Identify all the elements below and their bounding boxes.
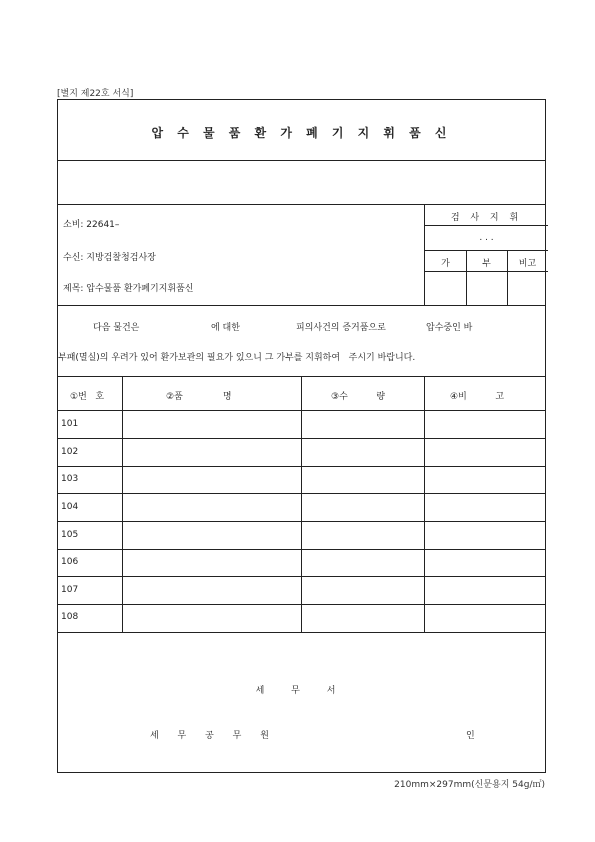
form-frame bbox=[57, 99, 546, 773]
body-text-part: 피의사건의 증거품으로 bbox=[296, 323, 386, 333]
tax-office: 세 무 서 bbox=[255, 686, 348, 696]
col-header-quantity: ③수 량 bbox=[331, 392, 386, 402]
approval-note: 비고 bbox=[518, 259, 537, 269]
approval-no: 부 bbox=[482, 259, 491, 269]
approval-yes: 가 bbox=[441, 259, 450, 269]
row-number: 102 bbox=[61, 447, 79, 457]
body-text-line: 부패(멸실)의 우려가 있어 환가보관의 필요가 있으니 그 가부를 지휘하여 주시기 바랍니다. bbox=[58, 353, 416, 363]
table-col-line bbox=[301, 376, 302, 632]
table-col-line bbox=[424, 376, 425, 632]
col-header-number: ①번 호 bbox=[70, 392, 105, 402]
body-text-part: 다음 물건은 bbox=[93, 323, 140, 333]
row-number: 104 bbox=[61, 502, 79, 512]
row-number: 107 bbox=[61, 585, 79, 595]
serial-number: 소비: 22641– bbox=[63, 220, 120, 230]
row-number: 108 bbox=[61, 612, 79, 622]
body-text-part: 압수중인 바 bbox=[426, 323, 473, 333]
divider bbox=[58, 305, 545, 306]
table-col-line bbox=[122, 376, 123, 632]
col-header-item: ②품 명 bbox=[166, 392, 232, 402]
approval-header: 검 사 지 휘 bbox=[450, 213, 523, 223]
form-title: 압 수 물 품 환 가 폐 기 지 휘 품 신 bbox=[151, 126, 452, 140]
approval-box bbox=[424, 204, 548, 305]
row-number: 106 bbox=[61, 557, 79, 567]
recipient: 수신: 지방검찰청검사장 bbox=[63, 253, 156, 263]
row-number: 103 bbox=[61, 474, 79, 484]
col-header-note: ④비 고 bbox=[450, 392, 505, 402]
subject: 제목: 압수물품 환가폐기지휘품신 bbox=[63, 284, 194, 294]
seal-mark: 인 bbox=[466, 731, 475, 741]
tax-official: 세 무 공 무 원 bbox=[150, 731, 277, 741]
form-number-label: [별지 제22호 서식] bbox=[57, 89, 134, 99]
body-text-part: 에 대한 bbox=[211, 323, 240, 333]
divider bbox=[58, 160, 545, 161]
row-number: 105 bbox=[61, 530, 79, 540]
approval-date[interactable]: . . . bbox=[479, 233, 494, 243]
row-number: 101 bbox=[61, 419, 79, 429]
paper-spec: 210mm×297mm(신문용지 54g/㎡) bbox=[394, 780, 545, 790]
